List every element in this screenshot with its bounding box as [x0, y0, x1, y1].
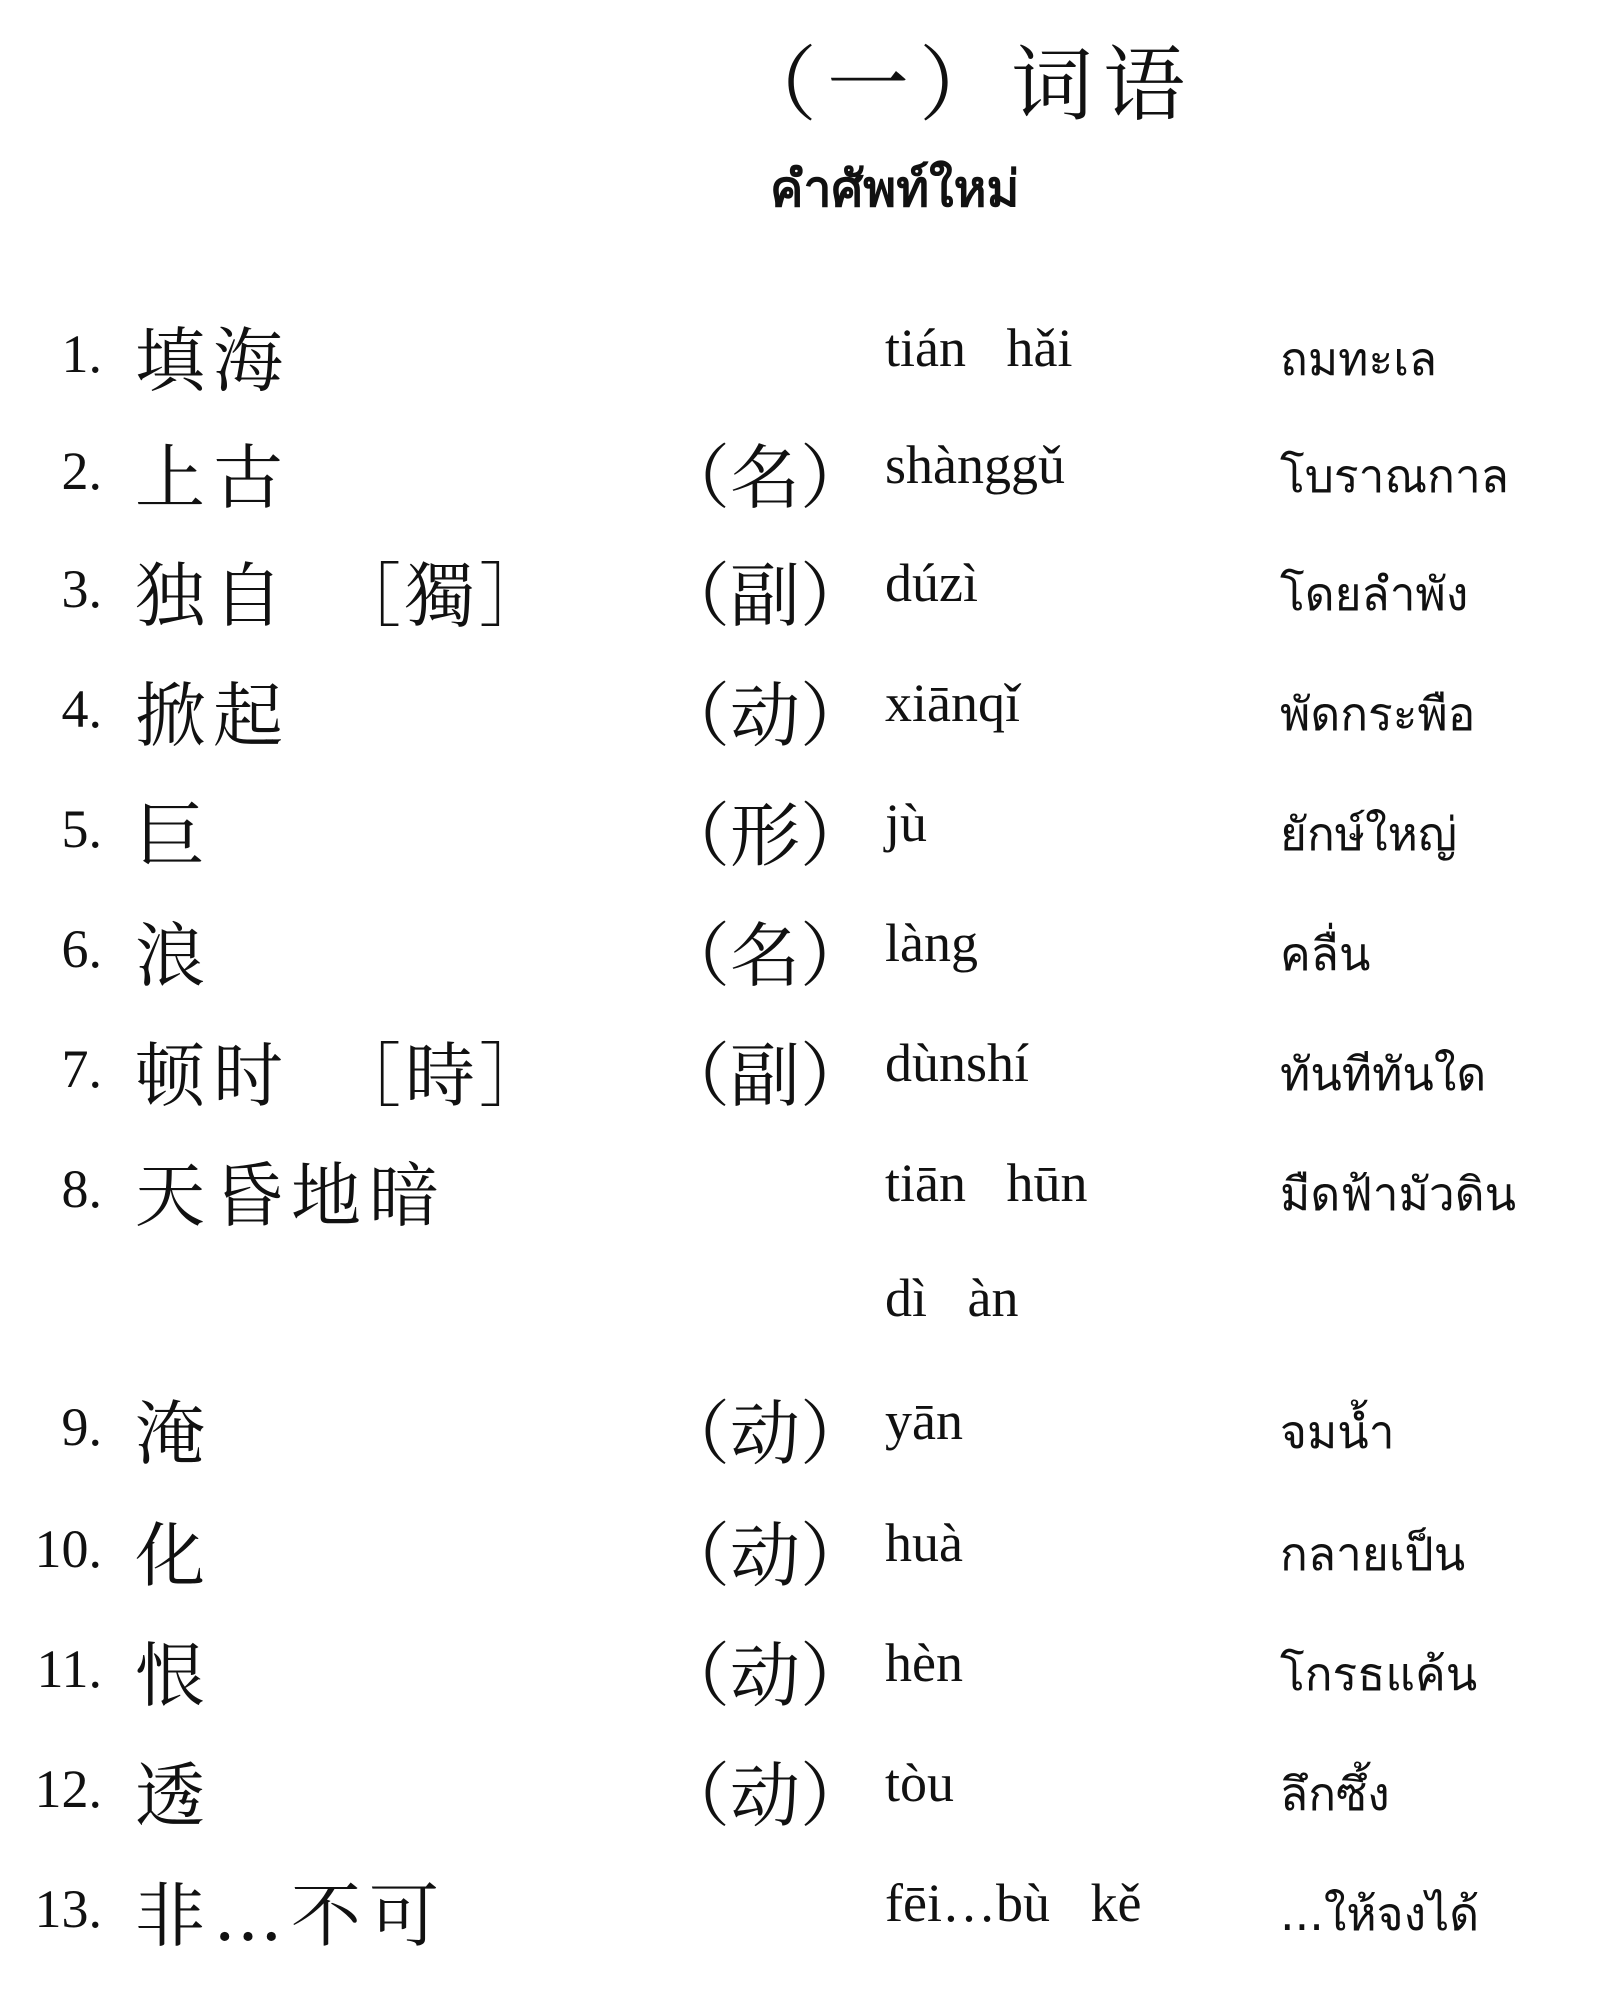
chinese-word: [135, 1020, 553, 1121]
thai-meaning: โกรธแค้น: [1280, 1647, 1478, 1701]
vocab-row-8: [0, 1130, 1617, 1240]
vocab-row-2: [0, 412, 1617, 522]
entry-number: 12.: [34, 1759, 102, 1819]
vocab-row-13: [0, 1850, 1617, 1960]
part-of-speech: （动）: [660, 675, 870, 757]
vocab-row-12: [0, 1730, 1617, 1840]
simplified-form: 巨: [135, 795, 213, 877]
entry-number: 13.: [34, 1879, 102, 1939]
entry-number: 6.: [61, 919, 102, 979]
pinyin: tián hǎi: [885, 318, 1073, 378]
thai-meaning: ถมทะเล: [1280, 332, 1438, 386]
chinese-word: [135, 1255, 175, 1337]
simplified-form: 填海: [135, 320, 291, 402]
section-subtitle: คำศัพท์ใหม่: [770, 160, 1020, 218]
chinese-word: [135, 1500, 253, 1601]
entry-number: 11.: [36, 1639, 102, 1699]
thai-meaning: ...ให้จงได้: [1280, 1887, 1480, 1941]
entry-number: 7.: [61, 1039, 102, 1099]
chinese-word: [135, 1378, 253, 1479]
chinese-word: [135, 422, 331, 523]
simplified-form: 浪: [135, 915, 213, 997]
entry-number: 9.: [61, 1397, 102, 1457]
thai-meaning: กลายเป็น: [1280, 1527, 1466, 1581]
part-of-speech: （名）: [660, 915, 870, 997]
chinese-word: [135, 900, 253, 1001]
chinese-word: [135, 660, 331, 761]
vocab-row-4: [0, 650, 1617, 760]
simplified-form: 天昏地暗: [135, 1155, 447, 1237]
pinyin: fēi…bù kě: [885, 1873, 1142, 1933]
pinyin: jù: [885, 793, 928, 853]
entry-number: 5.: [61, 799, 102, 859]
chinese-word: [135, 1740, 253, 1841]
simplified-form: 顿时: [135, 1035, 291, 1117]
part-of-speech: （名）: [660, 437, 870, 519]
pinyin: shànggǔ: [885, 435, 1065, 495]
vocab-row-3: [0, 530, 1617, 640]
vocab-row-8-continued: [0, 1245, 1617, 1355]
pinyin: tiān hūn: [885, 1153, 1088, 1213]
thai-meaning: จมน้ำ: [1280, 1405, 1395, 1459]
pinyin: xiānqǐ: [885, 673, 1020, 733]
simplified-form: 掀起: [135, 675, 291, 757]
vocab-row-11: [0, 1610, 1617, 1720]
simplified-form: 透: [135, 1755, 213, 1837]
part-of-speech: （动）: [660, 1393, 870, 1475]
thai-meaning: ลึกซึ้ง: [1280, 1767, 1390, 1821]
pinyin: làng: [885, 913, 978, 973]
simplified-form: 非…不可: [135, 1875, 447, 1957]
thai-meaning: ยักษ์ใหญ่: [1280, 807, 1458, 861]
traditional-form: ［時］: [331, 1035, 553, 1117]
vocab-row-10: [0, 1490, 1617, 1600]
thai-meaning: โดยลำพัง: [1280, 567, 1469, 621]
vocab-row-6: [0, 890, 1617, 1000]
chinese-word: [135, 780, 253, 881]
entry-number: 3.: [61, 559, 102, 619]
thai-meaning: มืดฟ้ามัวดิน: [1280, 1167, 1517, 1221]
vocab-row-9: [0, 1368, 1617, 1478]
chinese-word: [135, 1860, 487, 1961]
simplified-form: 淹: [135, 1393, 213, 1475]
simplified-form: 上古: [135, 437, 291, 519]
entry-number: 1.: [61, 324, 102, 384]
part-of-speech: （动）: [660, 1755, 870, 1837]
entry-number: 2.: [61, 441, 102, 501]
chinese-word: [135, 1140, 487, 1241]
vocab-row-1: [0, 295, 1617, 405]
entry-number: 8.: [61, 1159, 102, 1219]
part-of-speech: （副）: [660, 1035, 870, 1117]
chinese-word: [135, 305, 331, 406]
pinyin: yān: [885, 1391, 963, 1451]
entry-number: 4.: [61, 679, 102, 739]
vocab-row-7: [0, 1010, 1617, 1120]
simplified-form: 恨: [135, 1635, 213, 1717]
thai-meaning: ทันทีทันใด: [1280, 1047, 1487, 1101]
thai-meaning: คลื่น: [1280, 927, 1371, 981]
pinyin: tòu: [885, 1753, 955, 1813]
chinese-word: [135, 540, 553, 641]
simplified-form: 化: [135, 1515, 213, 1597]
entry-number: 10.: [34, 1519, 102, 1579]
simplified-form: 独自: [135, 555, 291, 637]
part-of-speech: （动）: [660, 1515, 870, 1597]
part-of-speech: （动）: [660, 1635, 870, 1717]
part-of-speech: （副）: [660, 555, 870, 637]
part-of-speech: （形）: [660, 795, 870, 877]
pinyin: dì àn: [885, 1268, 1019, 1328]
pinyin: dúzì: [885, 553, 978, 613]
traditional-form: ［獨］: [331, 555, 553, 637]
pinyin: hèn: [885, 1633, 963, 1693]
thai-meaning: พัดกระพือ: [1280, 687, 1476, 741]
pinyin: dùnshí: [885, 1033, 1030, 1093]
vocab-row-5: [0, 770, 1617, 880]
section-title: （一）词语: [735, 38, 1196, 133]
pinyin: huà: [885, 1513, 963, 1573]
thai-meaning: โบราณกาล: [1280, 449, 1509, 503]
chinese-word: [135, 1620, 253, 1721]
